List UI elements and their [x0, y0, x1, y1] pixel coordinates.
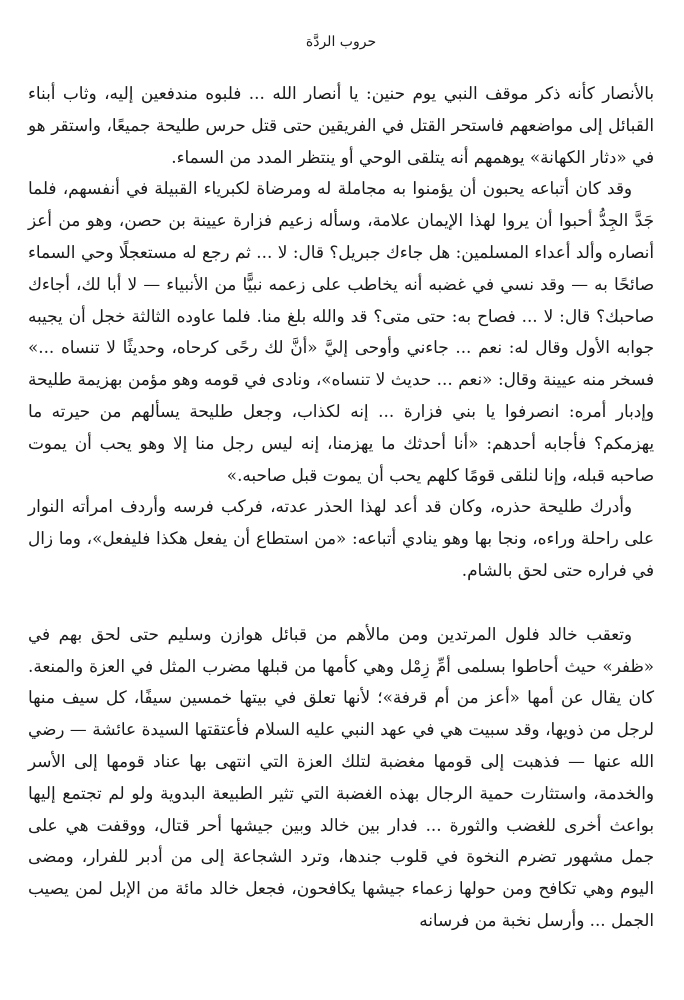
paragraph: وتعقب خالد فلول المرتدين ومن مالأهم من قبائل هوازن وسليم حتى لحق بهم في «ظفر» حيث أحاطوا بسلمى أمِّ زِمْل وهي كأمها من قبلها مضرب المثل في العزة والمنعة. كان يقال عن أمها «أعز من أم قرفة»؛ لأنها تعلق في بيتها خمسين سيفًا، كل سيف منها لرجل من ذويها، وقد سبيت هي في عهد النبي عليه السلام فأعتقتها السيدة عائشة — رضي الله عنها — فذهبت إلى قومها مغضبة لتلك العزة التي انتهى بها عناد قومها إلى الأسر والخدمة، واستثارت حمية الرجال بهذه الغضبة التي تثير الطبيعة البدوية ولو لم تجتمع إليها بواعث أخرى للغضب والثورة ... فدار بين خالد وبين جيشها أحر قتال، ووقفت هي على جمل مشهور تضرم النخوة في قلوب جندها، وترد الشجاعة إلى من أدبر للفرار، ومضى اليوم وهي تكافح ومن حولها زعماء جيشها يكافحون، فجعل خالد مائة من الإبل لمن يصيب الجمل ... وأرسل نخبة من فرسانه: [28, 623, 654, 930]
body-text: [28, 78, 654, 937]
paragraph: وأدرك طليحة حذره، وكان قد أعد لهذا الحذر عدته، فركب فرسه وأردف امرأته النوار على راحلة وراءه، ونجا بها وهو ينادي أتباعه: «من استطاع أن يفعل هكذا فليفعل»، وما زال في فراره حتى لحق بالشام.: [28, 496, 654, 580]
section-break: [28, 587, 654, 619]
running-title: حروب الردَّة: [305, 34, 377, 50]
paragraph: وقد كان أتباعه يحبون أن يؤمنوا به مجاملة له ومرضاة لكبرياء القبيلة في أنفسهم، فلما جَدَّ الجِدُّ أحبوا أن يروا لهذا الإيمان علامة، وسأله زعيم فزارة عيينة بن حصن، وهو من أعز أنصاره وألد أعداء المسلمين: هل جاءك جبريل؟ قال: لا ... ثم رجع له مستعجلًا وحي السماء صائحًا به — وقد نسي في غضبه أنه يخاطب على زعمه نبيًّا من الأنبياء — لا أبا لك، أجاءك صاحبك؟ قال: لا ... فصاح به: حتى متى؟ قد والله بلغ منا. فلما عاوده الثالثة خجل أن يجيبه جوابه الأول وقال له: نعم ... جاءني وأوحى إليَّ «أنَّ لك رحًى كرحاه، وحديثًا لا تنساه ...» فسخر منه عيينة وقال: «نعم ... حديث لا تنساه»، ونادى في قومه وهو مؤمن بهزيمة طليحة وإدبار أمره: انصرفوا يا بني فزارة ... إنه لكذاب، وجعل طليحة يسألهم من حيرته ما يهزمكم؟ فأجابه أحدهم: «أنا أحدثك ما يهزمنا، إنه ليس رجل منا إلا وهو يحب أن يموت صاحبه قبله، وإنا لنلقى قومًا كلهم يحب أن يموت قبل صاحبه.»: [28, 178, 654, 485]
paragraph: بالأنصار كأنه ذكر موقف النبي يوم حنين: يا أنصار الله ... فلبوه مندفعين إليه، وثاب أبناء القبائل إلى مواضعهم فاستحر القتل في الفريقين حتى قتل حرس طليحة جميعًا، واستقر هو في «دثار الكهانة» يوهمهم أنه يتلقى الوحي أو ينتظر المدد من السماء.: [28, 83, 654, 167]
